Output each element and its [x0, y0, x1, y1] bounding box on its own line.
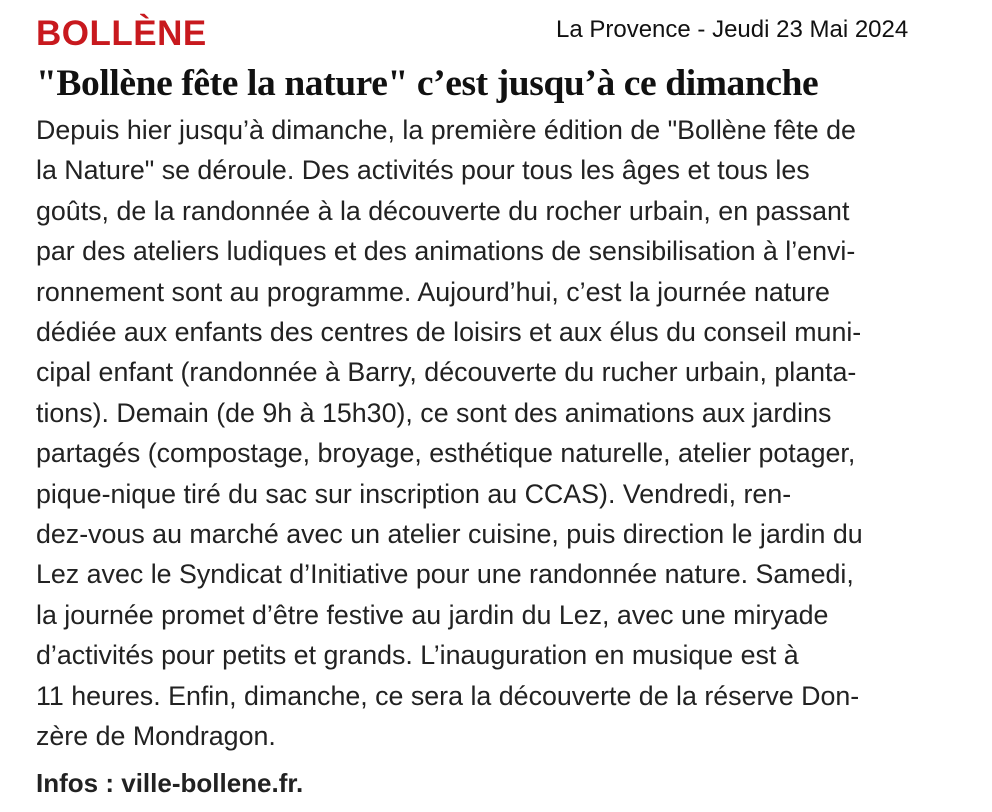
- publication-source-date: La Provence - Jeudi 23 Mai 2024: [556, 16, 909, 43]
- info-label: Infos :: [36, 768, 114, 798]
- article-body: [36, 110, 976, 757]
- article-body-line: goûts, de la randonnée à la découverte du rocher urbain, en passant: [36, 195, 850, 226]
- article-body-line: 11 heures. Enfin, dimanche, ce sera la découverte de la réserve Don-: [36, 680, 860, 711]
- article-body-line: dédiée aux enfants des centres de loisirs et aux élus du conseil muni-: [36, 317, 862, 348]
- article-body-line: partagés (compostage, broyage, esthétique naturelle, atelier potager,: [36, 438, 856, 469]
- info-website-link[interactable]: ville-bollene.fr.: [121, 768, 304, 798]
- article-headline: "Bollène fête la nature" c’est jusqu’à ce dimanche: [36, 63, 819, 104]
- article-body-line: Depuis hier jusqu’à dimanche, la première édition de "Bollène fête de: [36, 115, 856, 145]
- article-body-line: cipal enfant (randonnée à Barry, découverte du rucher urbain, planta-: [36, 357, 857, 388]
- article-body-line: ronnement sont au programme. Aujourd’hui, c’est la journée nature: [36, 276, 830, 307]
- article-body-line: pique-nique tiré du sac sur inscription au CCAS). Vendredi, ren-: [36, 478, 792, 509]
- article-body-line: la journée promet d’être festive au jardin du Lez, avec une miryade: [36, 599, 829, 630]
- article-body-line: dez-vous au marché avec un atelier cuisine, puis direction le jardin du: [36, 519, 863, 550]
- article-body-line: tions). Demain (de 9h à 15h30), ce sont des animations aux jardins: [36, 397, 832, 428]
- article-body-line: Lez avec le Syndicat d’Initiative pour une randonnée nature. Samedi,: [36, 559, 854, 590]
- section-label: BOLLÈNE: [36, 14, 207, 53]
- info-line: [36, 765, 303, 801]
- article-body-line: par des ateliers ludiques et des animations de sensibilisation à l’envi-: [36, 236, 856, 267]
- article-body-line: d’activités pour petits et grands. L’inauguration en musique est à: [36, 640, 799, 671]
- article-body-line: la Nature" se déroule. Des activités pour tous les âges et tous les: [36, 155, 810, 186]
- article-body-line: zère de Mondragon.: [36, 721, 276, 752]
